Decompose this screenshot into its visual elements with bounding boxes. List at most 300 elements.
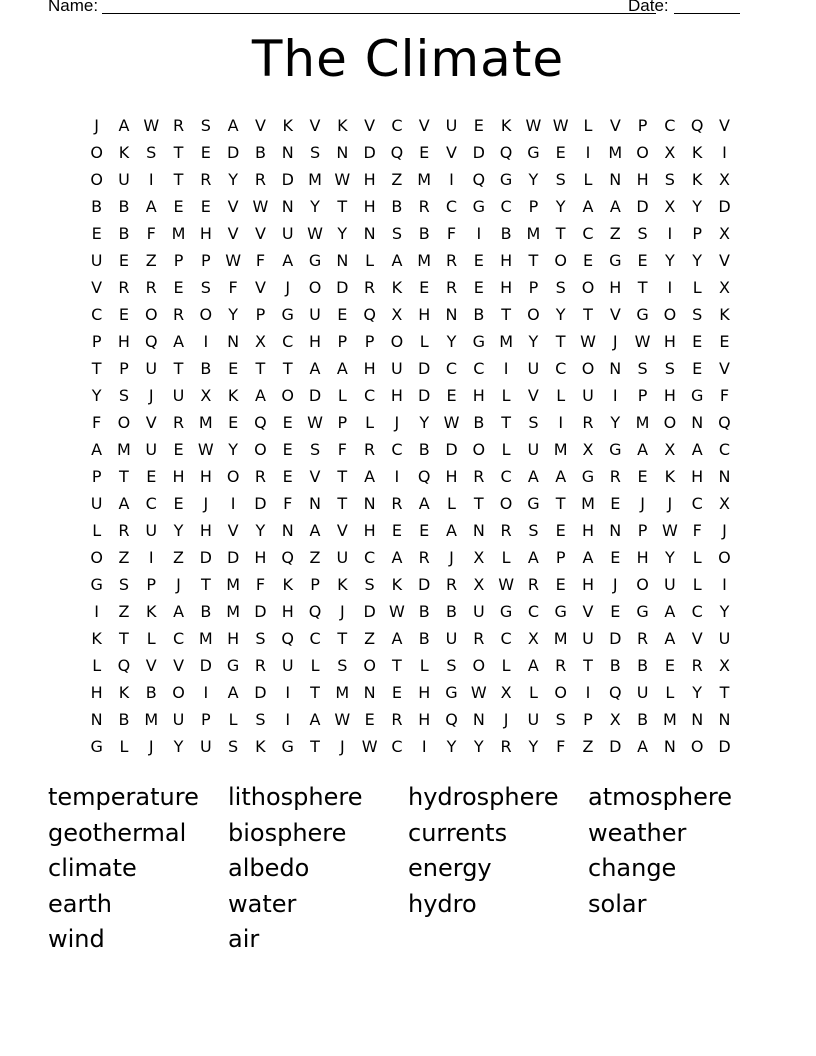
grid-letter: B [418,224,430,243]
grid-letter: O [199,305,213,324]
grid-letter: D [254,494,267,513]
grid-letter: M [635,413,650,432]
grid-letter: E [200,143,211,162]
grid-letter: Y [228,440,239,459]
grid-letter: L [692,278,702,297]
grid-letter: H [90,683,103,702]
grid-row [83,625,739,652]
word-list-item: biosphere [228,818,347,847]
grid-letter: E [91,224,102,243]
grid-letter: Y [446,737,457,756]
grid-letter: L [583,170,593,189]
grid-letter: K [691,143,703,162]
grid-letter: F [692,521,702,540]
grid-letter: W [552,116,569,135]
grid-letter: H [363,170,376,189]
grid-letter: Q [281,629,295,648]
grid-letter: L [665,683,675,702]
grid-letter: C [500,629,512,648]
grid-letter: K [391,278,403,297]
grid-letter: F [255,251,266,270]
grid-letter: D [363,602,376,621]
grid-letter: W [307,224,323,243]
grid-letter: P [255,305,266,324]
grid-letter: I [558,413,564,432]
grid-letter: U [145,359,158,378]
word-list [48,780,788,958]
grid-letter: V [254,116,266,135]
grid-letter: T [637,278,648,297]
grid-letter: V [691,629,703,648]
grid-letter: S [555,278,566,297]
grid-letter: V [582,602,594,621]
grid-letter: E [146,467,157,486]
grid-letter: H [636,170,649,189]
grid-letter: C [445,359,458,378]
grid-letter: O [636,575,649,594]
word-list-item: solar [588,889,647,918]
grid-letter: S [664,170,675,189]
grid-letter: C [500,467,512,486]
grid-letter: K [337,116,348,135]
grid-letter: O [172,683,185,702]
grid-letter: X [718,224,730,243]
grid-letter: M [662,710,677,729]
grid-letter: P [173,251,184,270]
grid-letter: T [173,170,184,189]
grid-letter: T [337,467,348,486]
grid-letter: L [365,251,375,270]
grid-letter: Y [473,737,484,756]
grid-letter: D [226,548,240,567]
letter-grid [83,112,739,760]
grid-letter: B [637,710,649,729]
grid-letter: S [637,359,648,378]
grid-letter: V [364,116,376,135]
grid-letter: S [118,575,130,594]
grid-row [83,598,739,625]
grid-letter: Y [719,602,730,621]
grid-letter: I [449,170,454,189]
grid-letter: M [526,224,541,243]
grid-letter: C [691,602,703,621]
grid-letter: Z [609,224,621,243]
grid-letter: T [555,494,566,513]
grid-letter: O [554,251,567,270]
grid-letter: I [667,224,673,243]
grid-letter: L [365,413,375,432]
grid-letter: H [445,467,458,486]
grid-letter: V [719,116,730,135]
grid-letter: B [391,197,403,216]
grid-letter: K [391,575,403,594]
name-line[interactable] [102,13,656,14]
grid-letter: F [337,440,347,459]
grid-letter: D [226,143,240,162]
grid-letter: T [719,683,730,702]
grid-letter: Y [337,224,348,243]
grid-letter: Q [499,143,513,162]
grid-letter: C [555,359,567,378]
grid-letter: U [445,629,458,648]
grid-letter: N [363,224,376,243]
grid-letter: H [500,251,513,270]
grid-letter: C [500,197,512,216]
word-list-item: atmosphere [588,783,732,811]
grid-letter: T [473,494,484,513]
grid-letter: G [527,494,540,513]
grid-letter: T [337,494,348,513]
grid-letter: I [203,683,209,702]
grid-letter: U [118,170,130,189]
grid-letter: R [527,575,539,594]
grid-letter: S [528,521,539,540]
grid-letter: O [226,467,240,486]
grid-letter: L [501,656,511,675]
grid-letter: E [637,467,648,486]
grid-letter: W [334,170,351,189]
grid-letter: Z [118,548,130,567]
grid-letter: D [363,143,376,162]
grid-letter: S [118,386,130,405]
grid-letter: T [501,305,511,324]
date-line[interactable] [674,13,740,14]
grid-letter: E [555,575,566,594]
grid-letter: E [473,278,484,297]
grid-letter: P [337,413,348,432]
grid-letter: E [282,467,293,486]
grid-letter: D [418,575,431,594]
word-list-item: temperature [48,783,199,811]
grid-letter: O [472,656,486,675]
grid-letter: J [612,575,618,594]
grid-letter: D [418,359,431,378]
grid-letter: M [417,170,432,189]
grid-letter: F [556,737,566,756]
grid-letter: Y [692,683,703,702]
grid-letter: D [472,143,485,162]
grid-letter: E [610,602,621,621]
grid-letter: V [527,386,539,405]
grid-letter: H [581,521,594,540]
grid-letter: Z [145,251,157,270]
grid-letter: Y [664,251,675,270]
grid-letter: E [200,197,211,216]
grid-letter: H [418,683,431,702]
grid-row [83,112,739,139]
grid-row [83,220,739,247]
grid-letter: H [172,467,185,486]
grid-letter: C [364,386,376,405]
grid-row [83,382,739,409]
grid-letter: W [389,602,405,621]
grid-letter: M [499,332,513,351]
grid-letter: F [146,224,156,243]
grid-letter: T [528,251,539,270]
grid-letter: C [445,197,458,216]
grid-letter: E [719,332,730,351]
grid-letter: H [363,359,376,378]
grid-letter: P [91,332,102,351]
grid-letter: J [449,548,454,567]
grid-letter: P [555,548,566,567]
grid-letter: E [637,251,648,270]
grid-letter: S [146,143,157,162]
grid-letter: H [663,386,676,405]
grid-letter: U [90,494,103,513]
grid-letter: V [309,467,321,486]
grid-letter: P [528,278,539,297]
grid-letter: Q [718,413,731,432]
grid-letter: J [148,386,154,405]
grid-letter: V [719,251,730,270]
grid-letter: S [228,737,239,756]
grid-letter: R [391,494,403,513]
grid-row [83,706,739,733]
grid-letter: Q [445,710,458,729]
grid-letter: O [90,548,103,567]
grid-letter: H [418,305,431,324]
grid-letter: P [692,224,702,243]
grid-letter: O [390,332,404,351]
grid-letter: I [94,602,99,621]
grid-letter: H [500,278,513,297]
grid-letter: V [609,116,621,135]
grid-letter: G [636,602,649,621]
grid-letter: O [718,548,731,567]
grid-letter: N [663,737,676,756]
grid-letter: Y [446,332,457,351]
worksheet-header [48,0,748,22]
grid-letter: E [419,521,430,540]
grid-letter: B [500,224,512,243]
grid-row [83,274,739,301]
grid-letter: D [281,170,294,189]
grid-letter: E [473,251,484,270]
grid-letter: L [447,494,456,513]
grid-letter: S [309,143,321,162]
grid-letter: X [718,656,730,675]
grid-letter: E [446,386,457,405]
grid-letter: G [690,386,704,405]
grid-letter: R [391,710,403,729]
grid-letter: G [499,170,513,189]
grid-letter: A [118,116,130,135]
grid-letter: U [582,386,594,405]
grid-letter: E [582,251,594,270]
grid-letter: V [227,521,239,540]
grid-letter: V [336,521,348,540]
grid-row [83,328,739,355]
grid-letter: M [226,602,241,621]
grid-letter: N [309,494,321,513]
grid-letter: E [173,197,184,216]
grid-letter: U [145,440,158,459]
grid-letter: S [664,359,675,378]
grid-letter: P [201,251,211,270]
grid-letter: E [610,548,621,567]
grid-letter: L [92,521,102,540]
grid-letter: W [197,440,214,459]
grid-letter: O [663,305,677,324]
word-list-item: energy [408,854,492,882]
grid-letter: E [228,413,239,432]
grid-letter: W [661,521,678,540]
grid-letter: R [445,278,458,297]
grid-letter: N [609,521,622,540]
grid-letter: A [664,629,676,648]
grid-letter: G [527,143,540,162]
grid-row [83,436,739,463]
grid-row [83,679,739,706]
grid-letter: J [612,332,618,351]
grid-letter: S [255,629,266,648]
grid-letter: N [691,413,704,432]
grid-letter: A [609,197,621,216]
grid-letter: W [361,737,378,756]
grid-letter: B [473,413,485,432]
grid-letter: U [336,548,349,567]
grid-letter: H [199,224,212,243]
grid-letter: A [309,710,321,729]
grid-letter: Y [555,305,566,324]
grid-letter: N [472,710,485,729]
grid-letter: T [310,737,320,756]
grid-letter: I [148,548,154,567]
grid-letter: V [145,413,157,432]
grid-letter: R [200,170,212,189]
grid-letter: C [718,440,731,459]
grid-letter: T [282,359,293,378]
grid-row [83,463,739,490]
grid-letter: I [230,494,236,513]
grid-letter: R [118,521,130,540]
grid-letter: A [418,494,430,513]
grid-letter: D [445,440,458,459]
grid-letter: M [117,440,131,459]
grid-letter: C [391,737,403,756]
grid-letter: A [527,656,539,675]
grid-letter: A [173,332,185,351]
grid-letter: H [390,386,403,405]
grid-letter: B [145,683,157,702]
grid-letter: U [472,602,485,621]
grid-letter: L [419,332,429,351]
grid-letter: Y [610,413,621,432]
grid-letter: X [473,548,485,567]
grid-letter: R [172,413,185,432]
grid-letter: Y [528,170,539,189]
grid-letter: K [118,143,130,162]
grid-letter: D [199,548,212,567]
grid-letter: X [254,332,266,351]
grid-letter: S [200,116,211,135]
grid-letter: M [335,683,350,702]
grid-letter: A [391,251,403,270]
grid-letter: U [391,359,403,378]
grid-letter: M [581,494,595,513]
grid-letter: A [691,440,703,459]
grid-letter: O [90,143,103,162]
grid-letter: S [391,224,402,243]
grid-letter: K [145,602,157,621]
grid-letter: I [722,575,727,594]
grid-letter: N [336,143,349,162]
grid-letter: A [527,548,539,567]
grid-letter: K [719,305,730,324]
grid-row [83,409,739,436]
grid-letter: U [281,224,294,243]
grid-letter: D [308,386,322,405]
grid-letter: O [527,305,540,324]
grid-letter: A [118,494,130,513]
grid-letter: E [555,143,566,162]
grid-letter: S [555,710,566,729]
grid-letter: R [172,305,185,324]
grid-letter: T [119,467,129,486]
grid-letter: B [446,602,457,621]
grid-letter: I [585,683,591,702]
grid-letter: A [664,602,676,621]
grid-letter: X [664,197,676,216]
grid-letter: W [443,413,460,432]
grid-letter: F [446,224,457,243]
grid-letter: Y [692,197,703,216]
page-title: The Climate [251,30,565,88]
grid-letter: C [664,116,676,135]
grid-letter: N [609,170,622,189]
grid-letter: U [309,305,321,324]
word-list-item: change [588,854,677,882]
grid-letter: Q [417,467,431,486]
word-list-item: albedo [228,854,310,882]
grid-letter: B [200,359,212,378]
grid-letter: R [500,737,512,756]
grid-letter: H [227,629,240,648]
grid-row [83,166,739,193]
grid-letter: L [556,386,566,405]
grid-letter: L [528,683,538,702]
grid-letter: G [609,251,622,270]
grid-letter: Q [690,116,704,135]
grid-letter: R [445,575,458,594]
grid-letter: Y [419,413,430,432]
word-list-item: geothermal [48,818,187,847]
grid-letter: P [583,710,593,729]
grid-letter: R [473,629,485,648]
grid-letter: N [336,251,349,270]
grid-letter: S [555,170,566,189]
grid-letter: V [254,278,266,297]
grid-letter: K [227,386,239,405]
grid-letter: Q [390,143,404,162]
grid-letter: I [585,143,591,162]
grid-letter: O [144,305,158,324]
grid-letter: Z [309,548,321,567]
grid-letter: B [418,440,430,459]
grid-letter: A [555,467,567,486]
grid-letter: Y [228,305,239,324]
grid-letter: E [282,413,293,432]
grid-letter: G [581,467,595,486]
grid-letter: T [310,683,320,702]
grid-row [83,652,739,679]
grid-letter: N [472,521,485,540]
grid-letter: I [503,359,509,378]
grid-letter: Y [664,548,675,567]
grid-letter: C [582,224,594,243]
grid-letter: T [337,197,348,216]
